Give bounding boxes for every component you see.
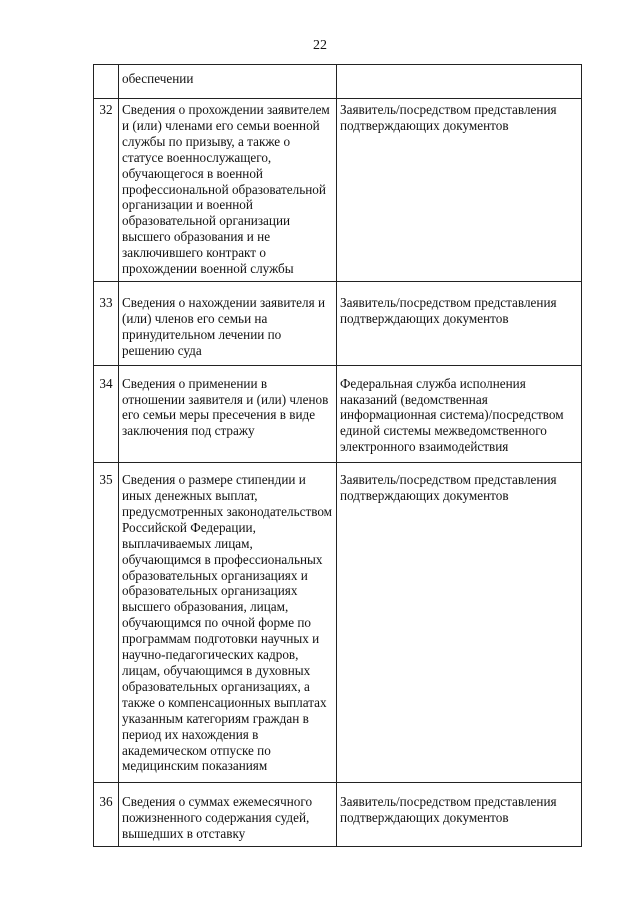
row-number [94,65,119,99]
table-row [94,99,582,282]
document-table [93,64,582,847]
source-cell: Федеральная служба исполнения наказаний (ведомственная информационная система)/посредством единой системы межведомственного электронного взаимодействия [337,365,582,463]
row-number: 34 [94,365,119,463]
page-number: 22 [313,38,327,53]
source-cell: Заявитель/посредством представления подтверждающих документов [337,99,582,282]
source-cell: Заявитель/посредством представления подтверждающих документов [337,783,582,847]
table-row [94,365,582,463]
info-cell: Сведения о нахождении заявителя и (или) членов его семьи на принудительном лечении по решению суда [119,281,337,365]
info-cell: обеспечении [119,65,337,99]
row-number: 32 [94,99,119,282]
source-cell: Заявитель/посредством представления подтверждающих документов [337,463,582,783]
info-cell: Сведения о прохождении заявителем и (или) членами его семьи военной службы по призыву, а также о статусе военнослужащего, обучающегося в военной профессиональной образовательной организации и военной образовательной организации высшего образования и не заключившего контракт о прохождении военной службы [119,99,337,282]
row-number: 35 [94,463,119,783]
table-row [94,281,582,365]
row-number: 33 [94,281,119,365]
source-cell: Заявитель/посредством представления подтверждающих документов [337,281,582,365]
table-row [94,65,582,99]
info-cell: Сведения о размере стипендии и иных денежных выплат, предусмотренных законодательством Российской Федерации, выплачиваемых лицам, обучающимся в профессиональных образовательных организациях и образовательных организациях высшего образования, лицам, обучающимся по очной форме по программам подготовки научных и научно-педагогических кадров, лицам, обучающимся в духовных образовательных организациях, а также о компенсационных выплатах указанным категориям граждан в период их нахождения в академическом отпуске по медицинским показаниям [119,463,337,783]
row-number: 36 [94,783,119,847]
source-cell [337,65,582,99]
table-row [94,463,582,783]
info-cell: Сведения о суммах ежемесячного пожизненного содержания судей, вышедших в отставку [119,783,337,847]
info-cell: Сведения о применении в отношении заявителя и (или) членов его семьи меры пресечения в виде заключения под стражу [119,365,337,463]
table-row [94,783,582,847]
